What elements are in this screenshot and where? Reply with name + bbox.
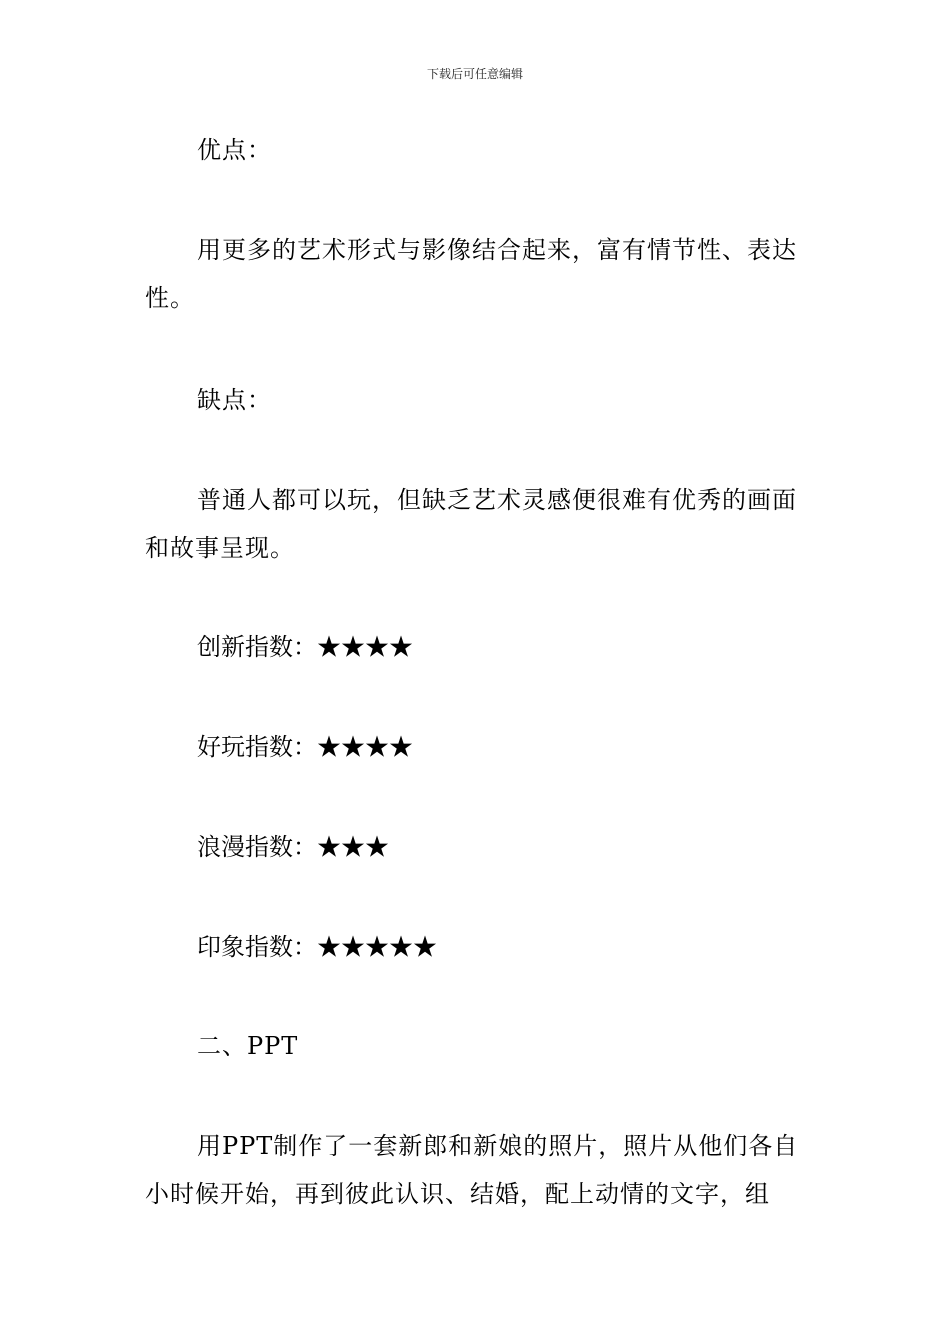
rating-romance [197, 832, 389, 862]
cons-text: 普通人都可以玩，但缺乏艺术灵感便很难有优秀的画面和故事呈现。 [145, 486, 797, 562]
cons-label: 缺点： [197, 386, 272, 414]
section-heading: 二、PPT [197, 1032, 299, 1060]
star-rating-icon: ★★★ [317, 833, 389, 861]
pros-label: 优点： [197, 136, 272, 164]
section-text: 用PPT制作了一套新郎和新娘的照片，照片从他们各自小时候开始，再到彼此认识、结婚，配上动情的文字，组 [145, 1132, 799, 1208]
rating-label: 创新指数： [197, 633, 317, 661]
star-rating-icon: ★★★★ [317, 633, 413, 661]
rating-label: 好玩指数： [197, 733, 317, 761]
page-header: 下载后可任意编辑 [426, 67, 523, 81]
rating-impression [197, 932, 437, 962]
star-rating-icon: ★★★★★ [317, 933, 437, 961]
rating-fun [197, 732, 413, 762]
rating-innovation [197, 632, 413, 662]
rating-label: 浪漫指数： [197, 833, 317, 861]
rating-label: 印象指数： [197, 933, 317, 961]
pros-text: 用更多的艺术形式与影像结合起来，富有情节性、表达性。 [145, 236, 797, 312]
star-rating-icon: ★★★★ [317, 733, 413, 761]
